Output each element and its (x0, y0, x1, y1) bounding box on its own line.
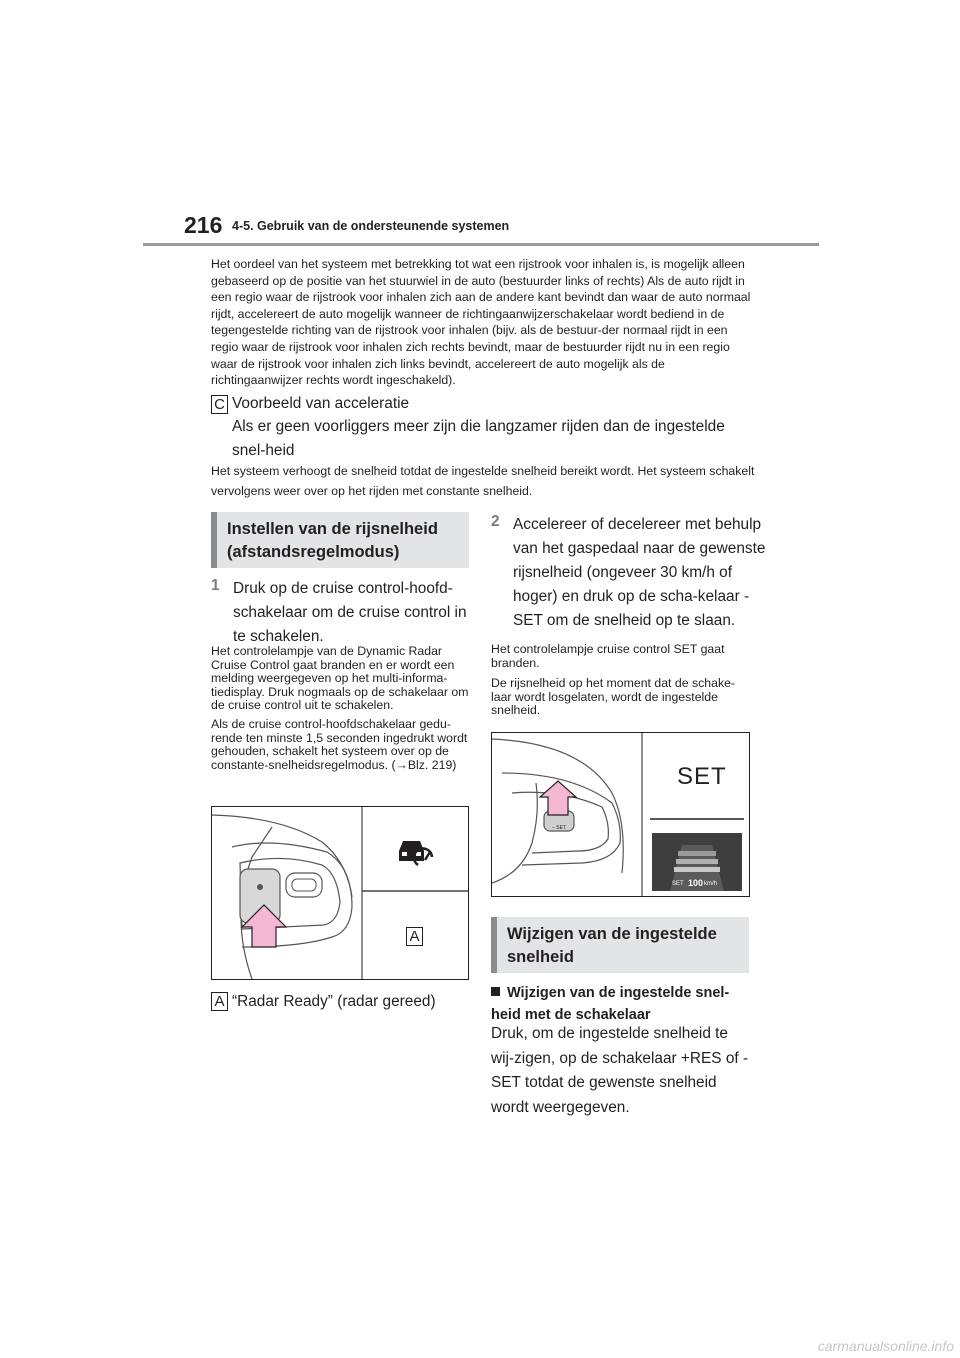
figure-set-switch (491, 732, 750, 897)
step-2-text: Accelereer of decelereer met behulp van het gaspedaal naar de gewenste rijsnelheid (ongeveer 30 km/h of hoger) en druk op de scha-kelaar -SET om de snelheid op te slaan. (513, 516, 766, 629)
bullet-square (491, 987, 500, 996)
label-a-box: A (211, 992, 228, 1011)
intro-paragraph: Het oordeel van het systeem met betrekking tot wat een rijstrook voor inhalen is, is mogelijk alleen gebaseerd op de positie van het stuurwiel in de auto (bestuurder links of rechts) Als de auto rijdt in een regio waar de rijstrook voor inhalen zich aan de andere kant bevindt dan waar de auto normaal rijdt, accelereert de auto mogelijk wanneer de richtingaanwijzerschakelaar wordt bediend in de tegengestelde richting van de rijstrook voor inhalen (bijv. als de bestuur-der normaal rijdt in een regio waar de rijstrook voor inhalen zich rechts bevindt, maar de bestuurder rijdt nu in een regio waar de rijstrook voor inhalen zich links bevindt, accelereert de auto mogelijk als de richtingaanwijzer rechts wordt ingeschakeld). (211, 257, 751, 388)
step-1-text: Druk op de cruise control-hoofd-schakelaar om de cruise control in te schakelen. (233, 580, 467, 645)
figure-steering-switch-radar (211, 806, 469, 980)
page-number: 216 (184, 212, 223, 238)
watermark: carmanualsonline.info (817, 1338, 954, 1354)
display-speed-value: 100 (688, 878, 704, 888)
step-2-number: 2 (491, 513, 500, 530)
note-constant-speed-mode: Als de cruise control-hoofdschakelaar gedu-rende ten minste 1,5 seconden ingedrukt wordt gehouden, schakelt het systeem over op de constante-snelheidsregelmodus. (→Blz. 219) (211, 717, 468, 772)
label-c-box: C (211, 395, 228, 414)
set-large-text: SET (677, 763, 727, 790)
header-rule (143, 243, 819, 246)
sub-heading-switch (491, 982, 751, 1026)
acceleration-example-description: Als er geen voorliggers meer zijn die langzamer rijden dan de ingestelde snel-heid (232, 418, 725, 459)
note-indicator-light: Het controlelampje van de Dynamic Radar Cruise Control gaat branden en er wordt een melding weergegeven op het multi-informa-tiedisplay. Druk nogmaals op de schakelaar om de cruise control uit te schakelen. (211, 644, 469, 712)
set-button-label: − SET (552, 825, 567, 831)
radar-cruise-icon (394, 831, 434, 869)
heading-change-speed: Wijzigen van de ingestelde snelheid (491, 917, 749, 973)
note-set-light: Het controlelampje cruise control SET gaat branden. (491, 642, 725, 670)
figure-label-a: A (406, 927, 423, 946)
acceleration-example-title: Voorbeeld van acceleratie (232, 395, 410, 412)
change-speed-paragraph: Druk, om de ingestelde snelheid te wij-zigen, op de schakelaar +RES of -SET totdat de gewenste snelheid wordt weergegeven. (491, 1025, 749, 1116)
step-1-number: 1 (211, 577, 220, 594)
heading-set-speed: Instellen van de rijsnelheid (afstandsregelmodus) (211, 512, 469, 568)
note-set-speed-release: De rijsnelheid op het moment dat de schake-laar wordt losgelaten, wordt de ingestelde snelheid. (491, 676, 736, 717)
display-set-label: SET (672, 881, 684, 887)
section-title: 4-5. Gebruik van de ondersteunende systemen (232, 219, 510, 233)
acceleration-example-note: Het systeem verhoogt de snelheid totdat de ingestelde snelheid bereikt wordt. Het systeem schakelt vervolgens weer over op het rijden met constante snelheid. (211, 464, 755, 498)
set-switch-illustration (492, 733, 749, 896)
sub-heading-text: Wijzigen van de ingestelde snel-heid met de schakelaar (491, 985, 730, 1023)
radar-ready-caption: “Radar Ready” (radar gereed) (232, 993, 436, 1010)
display-speed-unit: km/h (704, 881, 718, 887)
